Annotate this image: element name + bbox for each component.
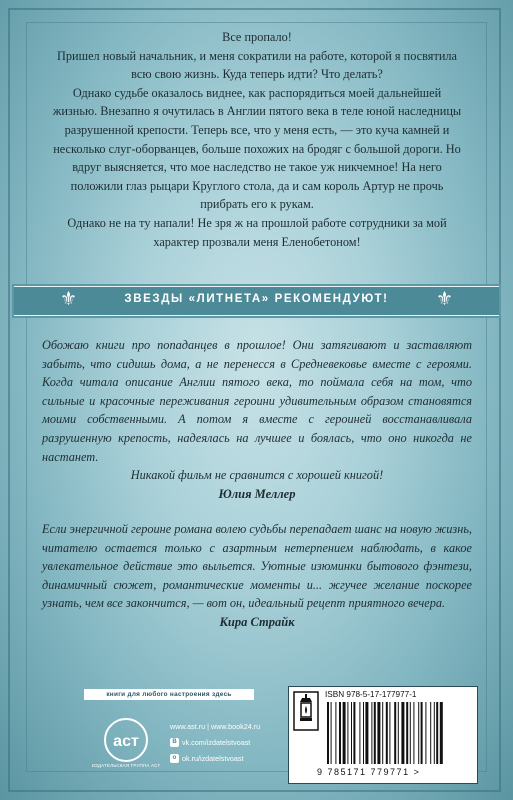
ok-icon: o bbox=[170, 754, 179, 763]
barcode-bar bbox=[365, 702, 368, 764]
blurb-paragraph-3: Однако судьбе оказалось виднее, как распорядиться моей дальнейшей жизнью. Внезапно я очутилась в Англии пятого века в теле юной наследницы разрушенной крепости. Теперь все, что у меня есть, — это куча камней и несколько слуг-оборванцев, больше похожих на бродяг с большой дороги. Но вдруг выясняется, что мое наследство не такое уж никчемное! На него положили глаз рыцари Круглого стола, да и сам король Артур не прочь прибрать его к рукам. bbox=[52, 85, 462, 212]
barcode-bar bbox=[359, 702, 360, 764]
book-blurb bbox=[50, 28, 464, 251]
banner-title: ЗВЕЗДЫ «ЛИТНЕТА» РЕКОМЕНДУЮТ! bbox=[124, 293, 389, 305]
barcode-bar bbox=[351, 702, 352, 764]
barcode-bar bbox=[382, 702, 383, 764]
website-links[interactable]: www.ast.ru | www.book24.ru bbox=[170, 721, 261, 731]
review-1-closing: Никакой фильм не сравнится с хорошей книгой! bbox=[130, 468, 384, 483]
barcode-bar bbox=[347, 702, 348, 764]
barcode-bar bbox=[410, 702, 411, 764]
barcode-bars bbox=[325, 702, 473, 766]
vk-icon: B bbox=[170, 738, 179, 747]
publisher-links bbox=[170, 720, 260, 768]
blurb-paragraph-4: Однако не на ту напали! Не зря ж на прошлой работе сотрудники за мой характер прозвали меня Еленобетоном! bbox=[67, 215, 447, 249]
barcode-bar bbox=[371, 702, 372, 764]
logo-caption: ИЗДАТЕЛЬСКАЯ ГРУППА АСТ bbox=[91, 763, 161, 768]
barcode-bar bbox=[398, 702, 399, 764]
review-1 bbox=[42, 336, 472, 503]
fleur-de-lis-icon: ⚜ bbox=[435, 289, 453, 310]
barcode-bar bbox=[363, 702, 364, 764]
barcode-bar bbox=[339, 702, 341, 764]
barcode-bar bbox=[331, 702, 332, 764]
barcode-bar bbox=[389, 702, 390, 764]
review-2-author: Кира Страйк bbox=[219, 614, 295, 629]
barcode-bar bbox=[421, 702, 423, 764]
barcode-bar bbox=[394, 702, 396, 764]
barcode-number: 9 785171 779771 > bbox=[317, 767, 421, 777]
barcode-bar bbox=[425, 702, 426, 764]
barcode-bar bbox=[374, 702, 376, 764]
ok-link[interactable]: o ok.ru/izdatelstvoast bbox=[170, 752, 260, 764]
logo-text: аст bbox=[113, 733, 139, 750]
blurb-paragraph-2: Пришел новый начальник, и меня сократили на работе, которой я посвятила всю свою жизнь. Куда теперь идти? Что делать? bbox=[56, 48, 457, 82]
fleur-de-lis-icon: ⚜ bbox=[60, 289, 78, 310]
review-2-text: Если энергичной героине романа волею судьбы перепадает шанс на новую жизнь, читателю остается только с азартным нетерпением наблюдать, в какое увлекательное действие это выльется. Уютные изюминки бытового фэнтези, динамичный сюжет, романтические моменты и... жгучее желание поскорее узнать, чем все закончится, — вот он, идеальный рецепт приятного вечера. bbox=[42, 522, 472, 611]
barcode-bar bbox=[413, 702, 414, 764]
isbn-text: ISBN 978-5-17-177977-1 bbox=[325, 690, 417, 699]
lantern-icon bbox=[293, 691, 319, 731]
blurb-paragraph-1: Все пропало! bbox=[222, 30, 292, 44]
barcode-bar bbox=[434, 702, 435, 764]
review-2 bbox=[42, 520, 472, 632]
barcode-bar bbox=[418, 702, 419, 764]
review-1-text: Обожаю книги про попаданцев в прошлое! Они затягивают и заставляют забыть, что сидишь дома, а не перенесся в Средневековье вместе с героями. Когда читала описание Англии пятого века, то поймала себя на том, что сильные и красочные переживания героини удивительным образом становятся моими собственными. А потом я вместе с героиней восстанавливала разрушенную крепость, надеялась на лучшее и боялась, что оно никогда не настанет. bbox=[42, 338, 472, 464]
barcode-bar bbox=[406, 702, 408, 764]
barcode-bar bbox=[386, 702, 388, 764]
barcode-bar bbox=[430, 702, 431, 764]
barcode-bar bbox=[401, 702, 404, 764]
barcode-bar bbox=[327, 702, 329, 764]
barcode-area bbox=[288, 686, 478, 784]
review-1-author: Юлия Меллер bbox=[218, 486, 296, 501]
barcode-bar bbox=[440, 702, 443, 764]
publisher-tagline: книги для любого настроения здесь bbox=[84, 689, 254, 700]
barcode-bar bbox=[377, 702, 380, 764]
recommendation-banner bbox=[14, 286, 499, 316]
barcode-bar bbox=[335, 702, 336, 764]
vk-link[interactable]: B vk.com/izdatelstvoast bbox=[170, 736, 260, 748]
ast-logo bbox=[103, 717, 149, 763]
barcode-bar bbox=[343, 702, 346, 764]
barcode-bar bbox=[436, 702, 438, 764]
barcode-bar bbox=[353, 702, 355, 764]
